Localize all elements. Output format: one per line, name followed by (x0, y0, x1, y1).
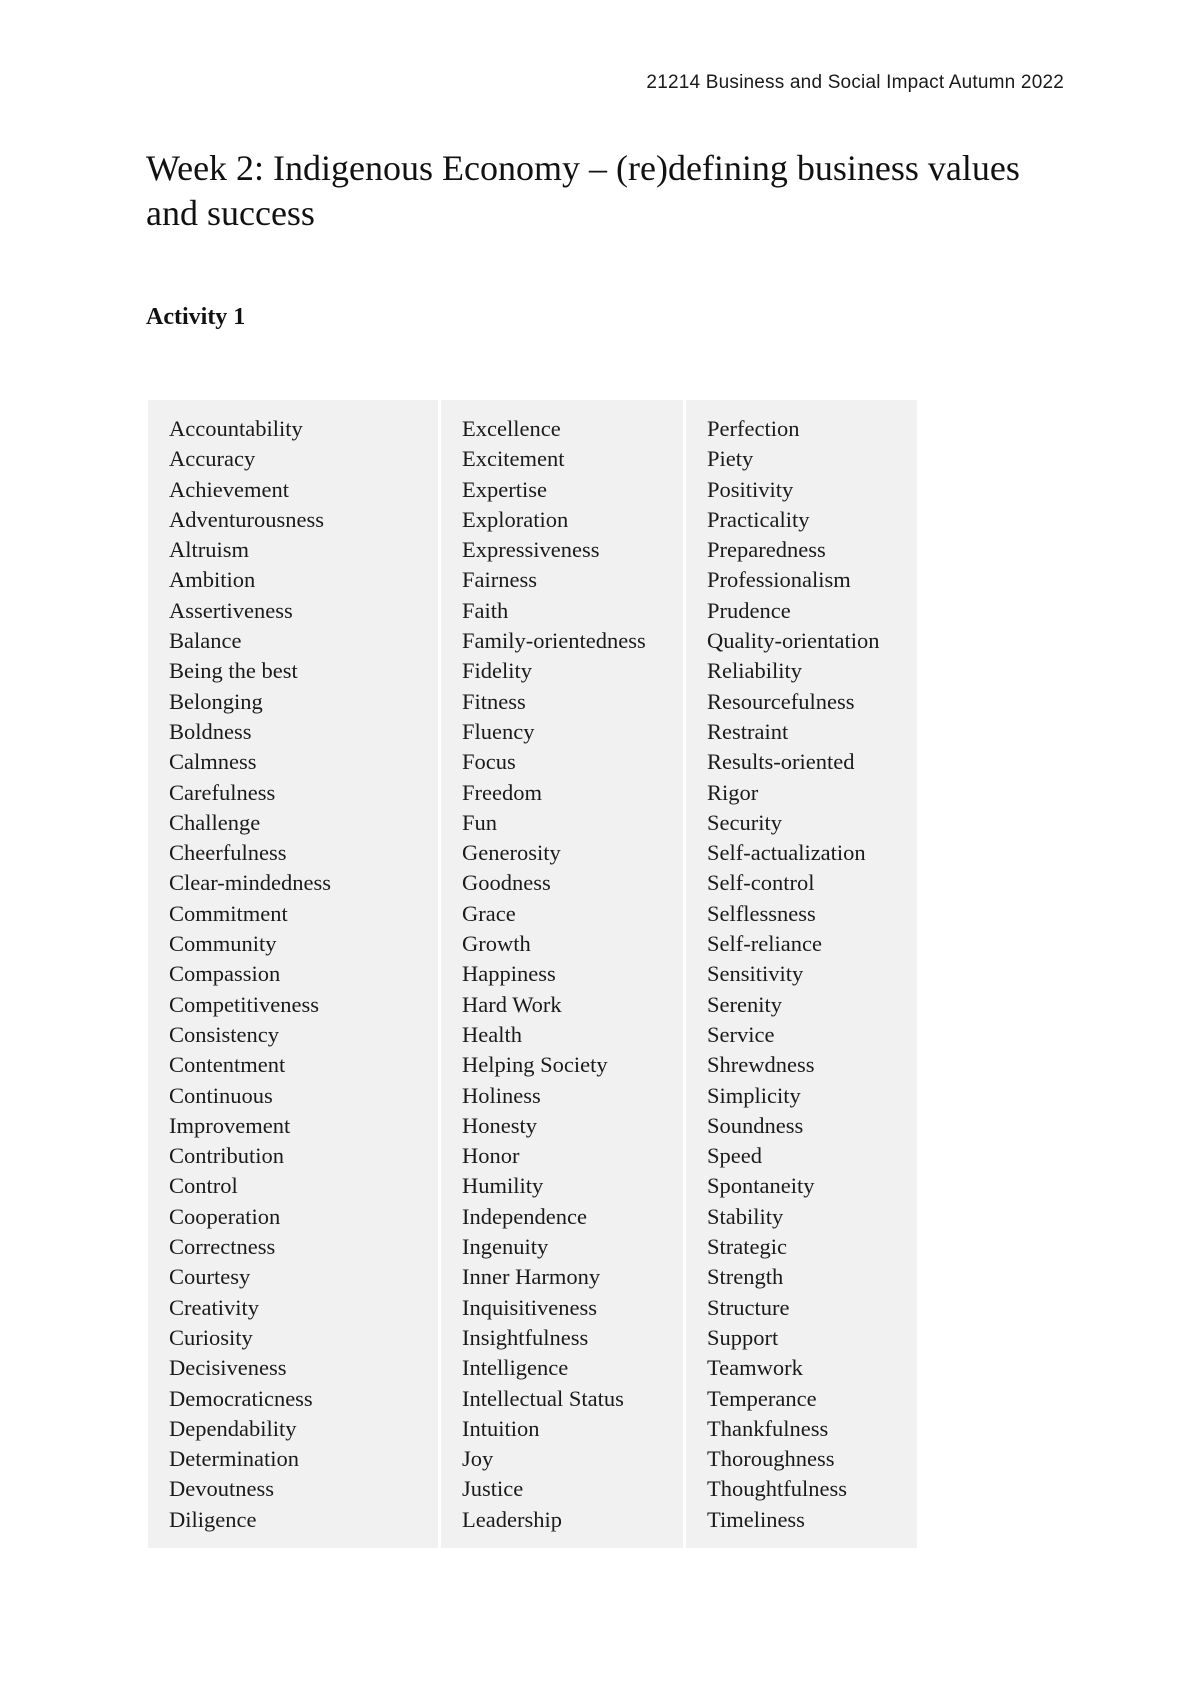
value-item: Hard Work (462, 991, 562, 1017)
value-item: Cooperation (169, 1203, 281, 1229)
values-table (148, 400, 917, 1548)
value-item: Intuition (462, 1415, 540, 1441)
value-item: Thankfulness (707, 1415, 829, 1441)
value-item: Excitement (462, 446, 565, 472)
value-item: Security (707, 809, 782, 835)
value-item: Improvement (169, 1112, 291, 1138)
value-item: Dependability (169, 1415, 297, 1441)
value-item: Assertiveness (169, 597, 293, 623)
value-item: Soundness (707, 1112, 804, 1138)
value-item: Consistency (169, 1021, 279, 1047)
value-item: Honor (462, 1143, 520, 1169)
value-item: Fluency (462, 718, 535, 744)
value-item: Justice (462, 1476, 524, 1502)
value-item: Strength (707, 1264, 784, 1290)
value-item: Fun (462, 809, 498, 835)
value-item: Leadership (462, 1506, 562, 1532)
value-item: Service (707, 1021, 775, 1047)
value-item: Carefulness (169, 779, 276, 805)
value-item: Insightfulness (462, 1324, 589, 1350)
value-item: Fitness (462, 688, 526, 714)
value-item: Joy (462, 1446, 494, 1472)
values-list-3 (707, 414, 917, 1535)
value-item: Community (169, 931, 277, 957)
value-item: Humility (462, 1173, 544, 1199)
page-title: Week 2: Indigenous Economy – (re)defining business values and success (146, 148, 1020, 233)
value-item: Preparedness (707, 537, 826, 563)
value-item: Sensitivity (707, 961, 804, 987)
value-item: Democraticness (169, 1385, 313, 1411)
value-item: Adventurousness (169, 506, 324, 532)
value-item: Exploration (462, 506, 569, 532)
value-item: Ingenuity (462, 1234, 549, 1260)
value-item: Structure (707, 1294, 790, 1320)
value-item: Fidelity (462, 658, 533, 684)
value-item: Inquisitiveness (462, 1294, 597, 1320)
value-item: Perfection (707, 416, 800, 441)
value-item: Cheerfulness (169, 840, 287, 866)
value-item: Excellence (462, 416, 561, 441)
value-item: Calmness (169, 749, 257, 775)
value-item: Accuracy (169, 446, 256, 472)
value-item: Positivity (707, 476, 794, 502)
value-item: Clear-mindedness (169, 870, 332, 896)
value-item: Intelligence (462, 1355, 569, 1381)
value-item: Timeliness (707, 1506, 805, 1532)
value-item: Correctness (169, 1234, 276, 1260)
value-item: Belonging (169, 688, 263, 714)
value-item: Support (707, 1324, 779, 1350)
value-item: Balance (169, 628, 242, 654)
value-item: Contribution (169, 1143, 285, 1169)
value-item: Devoutness (169, 1476, 274, 1502)
value-item: Inner Harmony (462, 1264, 601, 1290)
value-item: Growth (462, 931, 531, 957)
value-item: Prudence (707, 597, 791, 623)
value-item: Generosity (462, 840, 561, 866)
values-list-1 (169, 414, 438, 1535)
value-item: Faith (462, 597, 509, 623)
value-item: Piety (707, 446, 754, 472)
value-item: Resourcefulness (707, 688, 855, 714)
value-item: Continuous (169, 1082, 273, 1108)
value-item: Teamwork (707, 1355, 803, 1381)
value-item: Stability (707, 1203, 784, 1229)
value-item: Speed (707, 1143, 762, 1169)
value-item: Rigor (707, 779, 759, 805)
value-item: Holiness (462, 1082, 541, 1108)
value-item: Results-oriented (707, 749, 855, 775)
values-list-2 (462, 414, 683, 1535)
value-item: Creativity (169, 1294, 259, 1320)
value-item: Spontaneity (707, 1173, 815, 1199)
value-item: Independence (462, 1203, 587, 1229)
value-item: Intellectual Status (462, 1385, 624, 1411)
value-item: Fairness (462, 567, 537, 593)
value-item: Competitiveness (169, 991, 319, 1017)
value-item: Restraint (707, 718, 789, 744)
values-column-3 (686, 400, 917, 1548)
value-item: Serenity (707, 991, 782, 1017)
value-item: Reliability (707, 658, 802, 684)
value-item: Ambition (169, 567, 256, 593)
value-item: Self-actualization (707, 840, 866, 866)
value-item: Temperance (707, 1385, 817, 1411)
value-item: Simplicity (707, 1082, 801, 1108)
value-item: Accountability (169, 416, 303, 441)
value-item: Compassion (169, 961, 281, 987)
value-item: Honesty (462, 1112, 537, 1138)
values-column-2 (441, 400, 683, 1548)
value-item: Shrewdness (707, 1052, 815, 1078)
value-item: Diligence (169, 1506, 257, 1532)
value-item: Commitment (169, 900, 288, 926)
value-item: Contentment (169, 1052, 286, 1078)
value-item: Altruism (169, 537, 250, 563)
value-item: Boldness (169, 718, 252, 744)
value-item: Control (169, 1173, 238, 1199)
value-item: Determination (169, 1446, 299, 1472)
value-item: Thoroughness (707, 1446, 835, 1472)
value-item: Curiosity (169, 1324, 253, 1350)
value-item: Selflessness (707, 900, 816, 926)
value-item: Grace (462, 900, 516, 926)
values-column-1 (148, 400, 438, 1548)
value-item: Being the best (169, 658, 298, 684)
value-item: Challenge (169, 809, 261, 835)
value-item: Freedom (462, 779, 542, 805)
value-item: Strategic (707, 1234, 787, 1260)
value-item: Practicality (707, 506, 810, 532)
value-item: Self-reliance (707, 931, 822, 957)
value-item: Expertise (462, 476, 547, 502)
value-item: Goodness (462, 870, 551, 896)
value-item: Quality-orientation (707, 628, 880, 654)
value-item: Decisiveness (169, 1355, 287, 1381)
course-header: 21214 Business and Social Impact Autumn 2022 (646, 72, 1064, 93)
value-item: Focus (462, 749, 516, 775)
value-item: Helping Society (462, 1052, 608, 1078)
value-item: Self-control (707, 870, 815, 896)
value-item: Thoughtfulness (707, 1476, 847, 1502)
value-item: Family-orientedness (462, 628, 646, 654)
value-item: Happiness (462, 961, 556, 987)
value-item: Courtesy (169, 1264, 251, 1290)
activity-heading: Activity 1 (146, 304, 246, 330)
value-item: Health (462, 1021, 522, 1047)
value-item: Professionalism (707, 567, 851, 593)
value-item: Achievement (169, 476, 289, 502)
value-item: Expressiveness (462, 537, 600, 563)
